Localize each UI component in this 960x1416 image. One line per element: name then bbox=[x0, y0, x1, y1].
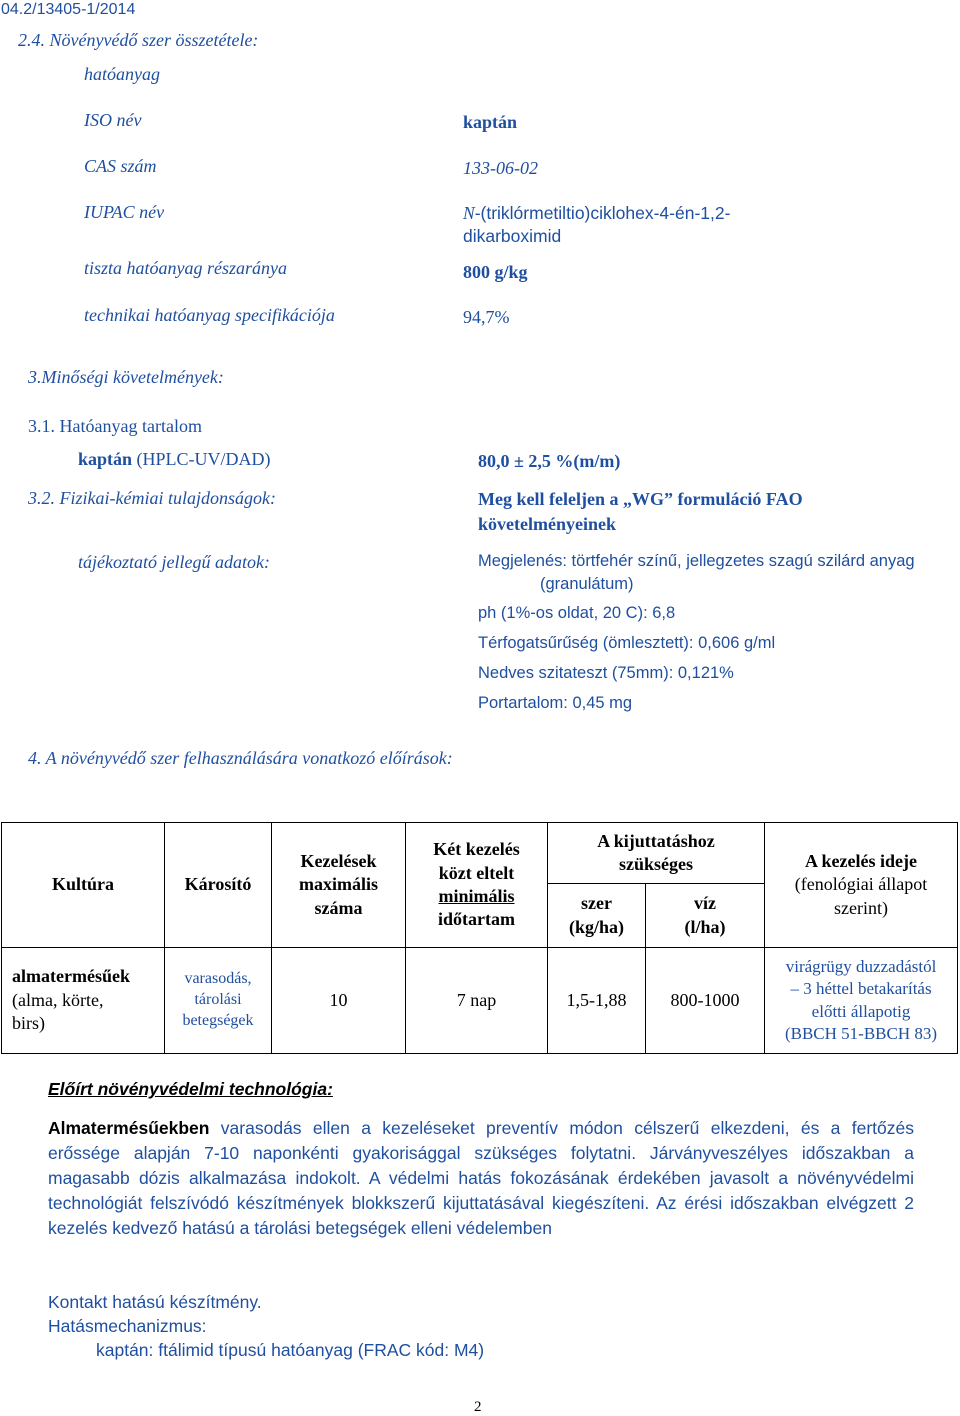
hatoanyag-method: (HPLC-UV/DAD) bbox=[132, 449, 271, 469]
cas-value: 133-06-02 bbox=[463, 158, 538, 178]
document-reference: 04.2/13405-1/2014 bbox=[1, 1, 136, 18]
mechanism-value: kaptán: ftálimid típusú hatóanyag (FRAC kód: M4) bbox=[96, 1340, 485, 1360]
info-line-granulatum: (granulátum) bbox=[540, 575, 634, 593]
header-kijuttatas bbox=[548, 823, 765, 884]
header-idotartam-l4: időtartam bbox=[438, 909, 515, 930]
info-line-ph: ph (1%-os oldat, 20 C): 6,8 bbox=[478, 604, 676, 622]
header-idotartam-l1: Két kezelés bbox=[433, 839, 520, 860]
header-idotartam-l2: közt eltelt bbox=[438, 862, 515, 883]
cell-ideje-l2: – 3 héttel betakarítás bbox=[790, 979, 932, 999]
page-number: 2 bbox=[474, 1399, 482, 1415]
info-line-sieve: Nedves szitateszt (75mm): 0,121% bbox=[478, 664, 734, 682]
mechanism-label: Hatásmechanizmus: bbox=[48, 1316, 207, 1336]
cas-label: CAS szám bbox=[84, 156, 157, 176]
contact-text: Kontakt hatású készítmény. bbox=[48, 1292, 262, 1312]
header-kijuttatas-l2: szükséges bbox=[619, 854, 694, 874]
cell-kultura bbox=[2, 948, 165, 1054]
info-line-appearance: Megjelenés: törtfehér színű, jellegzetes szagú szilárd anyag bbox=[478, 552, 915, 570]
header-ideje bbox=[765, 823, 958, 948]
section-4-heading: 4. A növényvédő szer felhasználására vonatkozó előírások: bbox=[28, 748, 453, 768]
header-ideje-l3: szerint) bbox=[834, 897, 888, 918]
iso-name-label: ISO név bbox=[84, 110, 142, 130]
cell-karosito bbox=[165, 948, 272, 1054]
fao-requirement-line2: követelményeinek bbox=[478, 514, 616, 534]
cell-idotartam: 7 nap bbox=[406, 948, 548, 1054]
header-karosito: Károsító bbox=[165, 823, 272, 948]
header-kezelesek-l2: maximális bbox=[299, 874, 378, 895]
header-kultura: Kultúra bbox=[2, 823, 165, 948]
header-szer-l2: (kg/ha) bbox=[568, 916, 624, 937]
header-ideje-l2: (fenológiai állapot bbox=[794, 874, 928, 895]
cell-karosito-l3: betegségek bbox=[182, 1011, 254, 1029]
section-3-2-heading: 3.2. Fizikai-kémiai tulajdonságok: bbox=[28, 488, 276, 508]
technology-heading: Előírt növényvédelmi technológia: bbox=[48, 1079, 333, 1099]
technikai-label: technikai hatóanyag specifikációja bbox=[84, 305, 335, 325]
header-idotartam bbox=[406, 823, 548, 948]
iupac-label: IUPAC név bbox=[84, 202, 165, 222]
cell-kultura-l2: (alma, körte, bbox=[12, 989, 104, 1010]
iupac-value-line2: dikarboximid bbox=[463, 226, 562, 246]
cell-kultura-bold: almatermésűek bbox=[12, 966, 130, 987]
cell-kezelesek: 10 bbox=[272, 948, 406, 1054]
section-3-1-heading: 3.1. Hatóanyag tartalom bbox=[28, 416, 202, 436]
cell-viz: 800-1000 bbox=[646, 948, 765, 1054]
hatoanyag-name: kaptán bbox=[78, 449, 133, 469]
technology-paragraph-bold: Almatermésűekben bbox=[48, 1118, 210, 1138]
iupac-prefix: N bbox=[463, 203, 475, 223]
hatoanyag-tartalom-value: 80,0 ± 2,5 %(m/m) bbox=[478, 451, 621, 471]
info-label: tájékoztató jellegű adatok: bbox=[78, 552, 270, 572]
iupac-value-text: -(triklórmetiltio)ciklohex-4-én-1,2- bbox=[474, 203, 731, 223]
cell-ideje bbox=[765, 948, 958, 1054]
cell-szer: 1,5-1,88 bbox=[548, 948, 646, 1054]
cell-ideje-l4: (BBCH 51-BBCH 83) bbox=[784, 1023, 938, 1043]
cell-kultura-l3: birs) bbox=[12, 1013, 45, 1034]
tiszta-value: 800 g/kg bbox=[463, 262, 528, 282]
info-line-dust: Portartalom: 0,45 mg bbox=[478, 694, 633, 712]
section-3-heading: 3.Minőségi követelmények: bbox=[28, 367, 224, 387]
technology-paragraph-text: varasodás ellen a kezeléseket preventív módon célszerű elkezdeni, és a fertőzés erőssége alapján 7-10 naponkénti gyakorisággal szükséges folytatni. Járványveszélyes időszakban a magasabb dózis alkalmazása indokolt. A védelmi hatás fokozásának érdekében javasolt a növényvédelmi technológiát felszívódó készítmények blokkszerű kijuttatásával kiegészíteni. Az érési időszakban elvégzett 2 kezelés kedvező hatású a tárolási betegségek elleni védelemben bbox=[48, 1118, 914, 1238]
header-viz-l2: (l/ha) bbox=[684, 916, 726, 937]
header-kezelesek-l1: Kezelések bbox=[300, 850, 377, 871]
header-kijuttatas-l1: A kijuttatáshoz bbox=[597, 830, 715, 851]
technikai-value: 94,7% bbox=[463, 307, 510, 327]
cell-karosito-l2: tárolási bbox=[194, 991, 242, 1009]
header-szer bbox=[548, 884, 646, 948]
info-line-density: Térfogatsűrűség (ömlesztett): 0,606 g/ml bbox=[478, 634, 776, 652]
cell-ideje-l1: virágrügy duzzadástól bbox=[785, 957, 937, 977]
header-viz-l1: víz bbox=[694, 893, 716, 914]
table-row bbox=[2, 948, 958, 1054]
iupac-value-line1 bbox=[463, 203, 730, 224]
usage-table bbox=[1, 822, 958, 1054]
header-kezelesek bbox=[272, 823, 406, 948]
hatoanyag-label: hatóanyag bbox=[84, 64, 160, 84]
cell-karosito-l1: varasodás, bbox=[184, 970, 252, 988]
header-kezelesek-l3: száma bbox=[314, 897, 363, 918]
technology-paragraph bbox=[48, 1116, 914, 1241]
section-2-4-heading: 2.4. Növényvédő szer összetétele: bbox=[18, 30, 259, 50]
tiszta-label: tiszta hatóanyag részaránya bbox=[84, 258, 288, 278]
header-idotartam-l3: minimális bbox=[438, 886, 515, 906]
header-viz bbox=[646, 884, 765, 948]
iso-name-value: kaptán bbox=[463, 112, 518, 132]
header-ideje-l1: A kezelés ideje bbox=[805, 850, 917, 871]
hatoanyag-tartalom-item bbox=[78, 449, 271, 471]
cell-ideje-l3: előtti állapotig bbox=[811, 1001, 911, 1021]
header-szer-l1: szer bbox=[581, 893, 612, 914]
fao-requirement-line1: Meg kell feleljen a „WG” formuláció FAO bbox=[478, 489, 803, 509]
